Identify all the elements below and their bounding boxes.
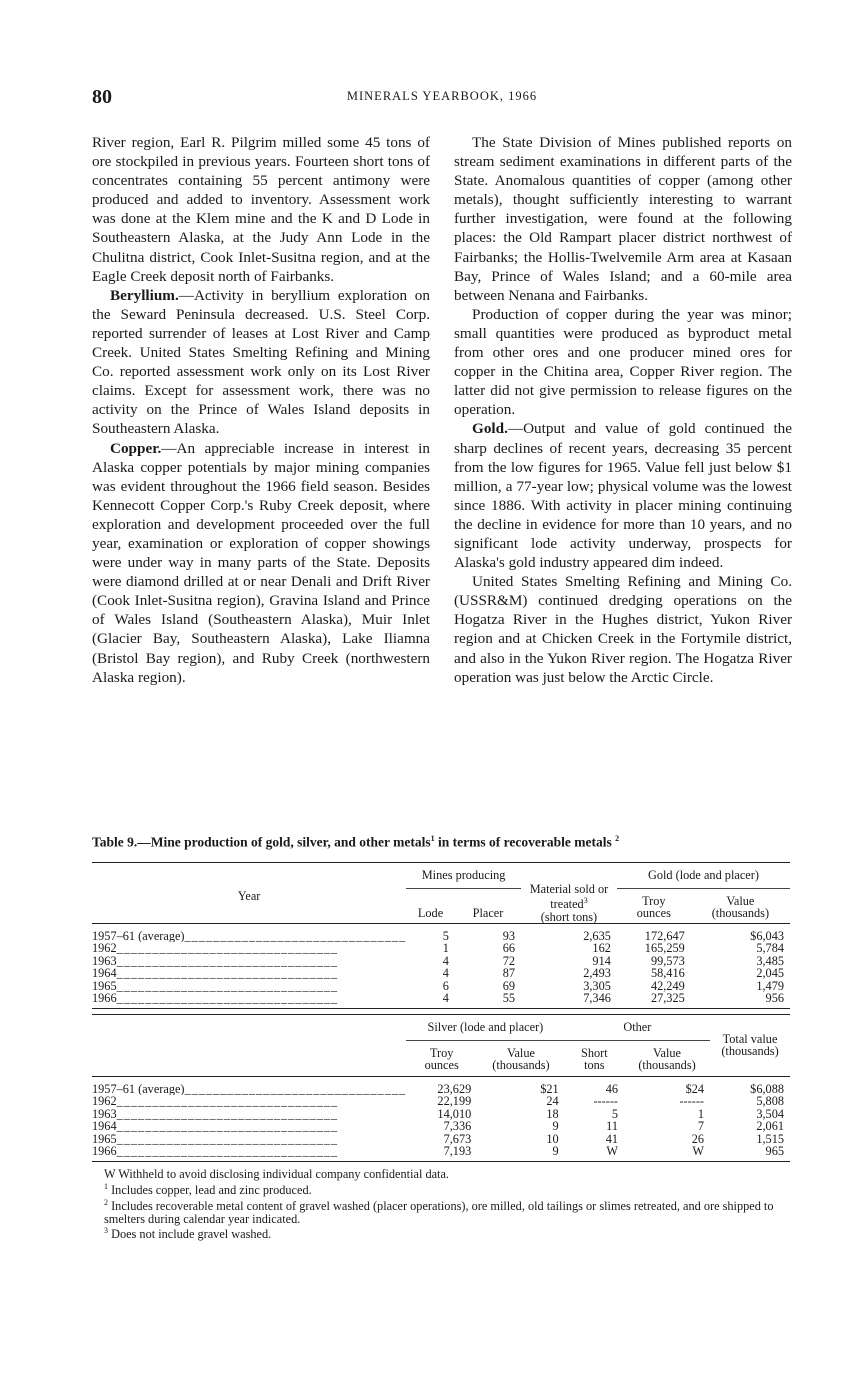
- cell-short: 11: [606, 1119, 619, 1133]
- cell-lode: 5: [442, 928, 449, 943]
- leader-dots: _______________________________: [116, 1120, 339, 1133]
- cell-short: 46: [605, 1081, 619, 1096]
- table-footnotes: [92, 1168, 792, 1241]
- cell-placer: 72: [502, 953, 516, 968]
- cell-lode: 4: [442, 953, 449, 968]
- footnote-ref: 1: [430, 834, 435, 843]
- cell-troy: 7,336: [443, 1119, 472, 1133]
- cell-troy: 99,573: [650, 953, 685, 968]
- table-title-text: in terms of recoverable metals: [434, 834, 612, 850]
- cell-year: 1963_______________________________: [92, 954, 339, 967]
- leader-dots: _______________________________: [116, 954, 339, 967]
- cell-other_value: ------: [679, 1094, 705, 1108]
- leader-dots: _______________________________: [116, 1095, 339, 1108]
- cell-total: 965: [765, 1144, 784, 1158]
- cell-total: $6,088: [750, 1081, 784, 1096]
- cell-year: 1965_______________________________: [92, 1132, 339, 1145]
- cell-troy: 7,193: [443, 1144, 472, 1158]
- cell-short: W: [606, 1144, 619, 1158]
- footnote-ref: 3: [583, 896, 588, 906]
- running-title: MINERALS YEARBOOK, 1966: [346, 89, 538, 103]
- cell-value: 9: [552, 1119, 559, 1133]
- table-row: [92, 1133, 790, 1146]
- cell-value: 1,479: [756, 978, 784, 993]
- col-header-material: [521, 863, 617, 924]
- cell-placer: 87: [502, 966, 516, 980]
- cell-total: 5,808: [756, 1094, 784, 1108]
- group-header-other: Other: [565, 1015, 710, 1041]
- leader-dots: _______________________________: [184, 928, 407, 942]
- col-header-troy: Troy ounces: [636, 893, 671, 920]
- cell-lode: 1: [442, 941, 449, 955]
- cell-value: $21: [540, 1081, 559, 1096]
- cell-material: 7,346: [583, 991, 611, 1005]
- cell-troy: 23,629: [437, 1081, 472, 1096]
- cell-lode: 4: [442, 991, 449, 1005]
- leader-dots: _______________________________: [184, 1081, 407, 1095]
- cell-year: 1964_______________________________: [92, 967, 339, 980]
- paragraph: River region, Earl R. Pilgrim milled some 45 tons of ore stockpiled in previous years. Fourteen short tons of concentrates containing 55 percent antimony were produced and added to inventory. Assessment work was done at the Klem mine and the K and D Lode in Southeastern Alaska, at the Judy Ann Lode in the Chulitna district, Cook Inlet-Susitna region, and at the Eagle Creek deposit north of Fairbanks.: [92, 134, 430, 285]
- footnote-3: [92, 1225, 792, 1241]
- cell-material: 2,635: [583, 928, 611, 943]
- footnote-ref: 2: [615, 834, 620, 843]
- cell-material: 2,493: [583, 966, 611, 980]
- cell-placer: 55: [502, 991, 516, 1005]
- footnote-mark: 2: [104, 1197, 108, 1207]
- cell-value: 10: [546, 1131, 559, 1146]
- paragraph-text: —Activity in beryllium exploration on the Seward Peninsula decreased. U.S. Steel Corp. reported surrender of leases at Lost River and Camp Creek. United States Smelting Refining and Mining Co. reported assessment work only on its Lost River claims. Except for assessment work, there was no activity on the Prince of Wales Island deposits in Southeastern Alaska.: [92, 286, 430, 438]
- table-row: [92, 967, 790, 980]
- leader-dots: _______________________________: [116, 1132, 339, 1145]
- cell-year: 1957–61 (average)_______________________________: [92, 1081, 407, 1095]
- footnote-w: W Withheld to avoid disclosing individual company confidential data.: [104, 1167, 450, 1181]
- cell-troy: 165,259: [644, 941, 685, 955]
- page-header: [92, 86, 792, 112]
- footnote-mark: 3: [104, 1226, 108, 1236]
- table-row: [92, 923, 790, 942]
- cell-year: 1962_______________________________: [92, 942, 339, 955]
- cell-value: 18: [546, 1106, 559, 1121]
- left-column: [92, 133, 430, 687]
- cell-lode: 6: [442, 978, 449, 993]
- leader-dots: _______________________________: [116, 979, 339, 992]
- table-row: [92, 1076, 790, 1095]
- col-header-other-value: Value (thousands): [638, 1045, 696, 1072]
- cell-placer: 93: [502, 928, 516, 943]
- footnote-text: Includes recoverable metal content of gravel washed (placer operations), ore milled, old tailings or slimes retreated, and ore shipped to smelters during calendar year indicated.: [104, 1198, 774, 1226]
- cell-other_value: W: [692, 1144, 705, 1158]
- cell-short: ------: [593, 1094, 619, 1108]
- production-table-silver-other: [92, 1014, 790, 1162]
- cell-placer: 66: [502, 941, 516, 955]
- cell-total: 2,061: [756, 1119, 784, 1133]
- cell-other_value: 26: [691, 1131, 705, 1146]
- cell-placer: 69: [502, 978, 516, 993]
- group-header-silver: Silver (lode and placer): [406, 1015, 565, 1041]
- cell-year: 1963_______________________________: [92, 1107, 339, 1120]
- cell-value: 9: [552, 1144, 559, 1158]
- production-table-gold: [92, 862, 790, 1009]
- section-heading-copper: Copper.: [110, 439, 162, 457]
- footnote-2: [92, 1197, 792, 1226]
- copper-paragraph: [92, 439, 430, 687]
- gold-paragraph: [454, 419, 792, 572]
- leader-dots: _______________________________: [116, 1145, 339, 1158]
- cell-value: 3,485: [756, 953, 784, 968]
- leader-dots: _______________________________: [116, 1107, 339, 1120]
- col-header-total: Total value (thousands): [721, 1031, 779, 1059]
- col-header-short-tons: Short tons: [581, 1045, 608, 1072]
- paragraph: Production of copper during the year was minor; small quantities were produced as byproduct metal from other ores and one producer mined ores for copper in the Chitina area, Copper River region. The latter did not give permission to release figures on the operation.: [454, 305, 792, 419]
- group-header-gold: Gold (lode and placer): [617, 863, 790, 889]
- group-header-mines: Mines producing: [406, 863, 521, 889]
- cell-year: 1966_______________________________: [92, 992, 339, 1005]
- page-number: 80: [92, 86, 112, 108]
- footnote-mark: 1: [104, 1181, 108, 1191]
- paragraph-text: —An appreciable increase in interest in Alaska copper potentials by major mining companies was evident throughout the 1966 field season. Besides Kennecott Copper Corp.'s Ruby Creek deposit, where exploration and development proceeded over the full year, examination or exploration of copper showings were under way in many parts of the State. Deposits were diamond drilled at or near Denali and Drift River (Cook Inlet-Susitna region), Gravina Island and Prince of Wales Island (Southeastern Alaska), Muir Inlet (Glacier Bay, Southeastern Alaska), Lake Iliamna (Bristol Bay region), and Ruby Creek (northwestern Alaska region).: [92, 439, 430, 686]
- cell-other_value: 1: [697, 1106, 705, 1121]
- footnote-text: Includes copper, lead and zinc produced.: [108, 1182, 312, 1197]
- table-row: [92, 1095, 790, 1108]
- cell-lode: 4: [442, 966, 449, 980]
- table-row: [92, 1145, 790, 1161]
- cell-total: 3,504: [756, 1106, 784, 1121]
- cell-value: 2,045: [756, 966, 784, 980]
- cell-troy: 58,416: [650, 966, 685, 980]
- beryllium-paragraph: [92, 286, 430, 439]
- header-unit: (short tons): [540, 909, 598, 924]
- leader-dots: _______________________________: [116, 942, 339, 955]
- paragraph: United States Smelting Refining and Mining Co. (USSR&M) continued dredging operations on the Hogatza River in the Hughes district, Yukon River region and at Chicken Creek in the Fortymile district, and also in the Yukon River region. The Hogatza River operation was just below the Arctic Circle.: [454, 573, 792, 686]
- cell-other_value: 7: [697, 1119, 705, 1133]
- table-row: [92, 1120, 790, 1133]
- col-header-value: Value (thousands): [492, 1045, 550, 1072]
- paragraph: The State Division of Mines published reports on stream sediment examinations in different parts of the State. Anomalous quantities of copper (among other metals), thought sufficiently interesting to warrant further investigation, were found at the following places: the Old Rampart placer district northwest of Fairbanks; the Hollis-Twelvemile Arm area at Kasaan Bay, Prince of Wales Island; and a 60-mile area between Nenana and Fairbanks.: [454, 134, 792, 304]
- section-heading-gold: Gold.: [472, 420, 508, 438]
- cell-troy: 22,199: [437, 1094, 472, 1108]
- table-row: [92, 955, 790, 968]
- paragraph-text: —Output and value of gold continued the sharp declines of recent years, decreasing 35 percent from the low figures for 1965. Value fell just below $1 million, a 77-year low; physical volume was the lowest since 1886. With activity in placer mining continuing the decline in evidence for more than 10 years, and no significant lode activity underway, prospects for Alaska's gold industry appeared dim indeed.: [454, 420, 792, 572]
- col-header-troy: Troy ounces: [424, 1045, 459, 1072]
- section-heading-beryllium: Beryllium.: [110, 286, 179, 304]
- cell-year: 1966_______________________________: [92, 1145, 339, 1158]
- cell-troy: 14,010: [437, 1106, 472, 1121]
- cell-value: 956: [765, 991, 784, 1005]
- table-row: [92, 980, 790, 993]
- cell-troy: 27,325: [650, 991, 685, 1005]
- cell-material: 162: [592, 941, 611, 955]
- header-text: Material sold or treated: [529, 882, 609, 912]
- footnote-1: [92, 1181, 792, 1197]
- table-row: [92, 1108, 790, 1121]
- cell-material: 914: [592, 953, 611, 968]
- col-header-value: Value (thousands): [711, 893, 770, 920]
- cell-value: 5,784: [756, 941, 784, 955]
- cell-other_value: $24: [685, 1081, 705, 1096]
- leader-dots: _______________________________: [116, 992, 339, 1005]
- cell-troy: 172,647: [644, 928, 685, 943]
- cell-short: 5: [611, 1106, 619, 1121]
- leader-dots: _______________________________: [116, 967, 339, 980]
- cell-troy: 42,249: [650, 978, 685, 993]
- col-header-placer: Placer: [472, 905, 504, 920]
- cell-troy: 7,673: [443, 1131, 472, 1146]
- table-title-text: Table 9.—Mine production of gold, silver, and other metals: [92, 834, 431, 850]
- cell-year: 1957–61 (average)_______________________________: [92, 928, 407, 942]
- cell-total: 1,515: [756, 1131, 784, 1146]
- cell-year: 1964_______________________________: [92, 1120, 339, 1133]
- col-header-year: Year: [237, 888, 261, 903]
- cell-short: 41: [605, 1131, 619, 1146]
- cell-material: 3,305: [583, 978, 611, 993]
- right-column: [454, 133, 792, 687]
- table-row: [92, 992, 790, 1008]
- cell-value: $6,043: [750, 928, 784, 943]
- table-title: [92, 834, 792, 851]
- cell-year: 1962_______________________________: [92, 1095, 339, 1108]
- table-row: [92, 942, 790, 955]
- footnote-text: Does not include gravel washed.: [108, 1227, 272, 1242]
- cell-value: 24: [546, 1094, 559, 1108]
- cell-year: 1965_______________________________: [92, 979, 339, 992]
- col-header-lode: Lode: [417, 905, 444, 920]
